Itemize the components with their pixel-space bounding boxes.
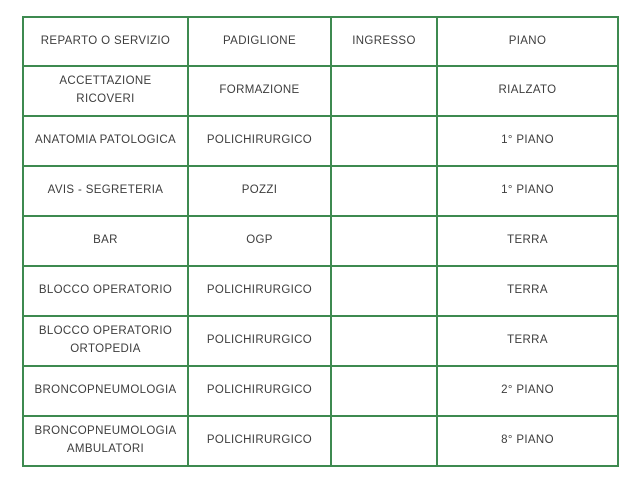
cell-reparto: BRONCOPNEUMOLOGIA AMBULATORI: [23, 416, 188, 466]
column-header-reparto: REPARTO O SERVIZIO: [23, 17, 188, 66]
cell-piano: 8° PIANO: [437, 416, 618, 466]
cell-padiglione: POLICHIRURGICO: [188, 316, 331, 366]
table-row: [23, 266, 618, 316]
hospital-directory-table: [22, 16, 619, 467]
cell-ingresso: [331, 366, 437, 416]
column-header-ingresso: INGRESSO: [331, 17, 437, 66]
cell-piano: 2° PIANO: [437, 366, 618, 416]
cell-padiglione: POLICHIRURGICO: [188, 266, 331, 316]
table-row: [23, 66, 618, 116]
table-row: [23, 216, 618, 266]
cell-piano: 1° PIANO: [437, 166, 618, 216]
cell-ingresso: [331, 166, 437, 216]
cell-reparto: BAR: [23, 216, 188, 266]
cell-padiglione: POLICHIRURGICO: [188, 366, 331, 416]
cell-piano: TERRA: [437, 266, 618, 316]
cell-padiglione: POZZI: [188, 166, 331, 216]
cell-piano: RIALZATO: [437, 66, 618, 116]
column-header-piano: PIANO: [437, 17, 618, 66]
cell-piano: TERRA: [437, 316, 618, 366]
cell-padiglione: POLICHIRURGICO: [188, 116, 331, 166]
cell-ingresso: [331, 266, 437, 316]
table-row: [23, 316, 618, 366]
directory-table-container: [22, 16, 617, 467]
table-row: [23, 116, 618, 166]
table-row: [23, 166, 618, 216]
cell-padiglione: FORMAZIONE: [188, 66, 331, 116]
column-header-padiglione: PADIGLIONE: [188, 17, 331, 66]
cell-reparto: ANATOMIA PATOLOGICA: [23, 116, 188, 166]
table-row: [23, 416, 618, 466]
cell-ingresso: [331, 316, 437, 366]
cell-reparto: BRONCOPNEUMOLOGIA: [23, 366, 188, 416]
cell-ingresso: [331, 66, 437, 116]
cell-piano: 1° PIANO: [437, 116, 618, 166]
cell-reparto: AVIS - SEGRETERIA: [23, 166, 188, 216]
cell-reparto: ACCETTAZIONE RICOVERI: [23, 66, 188, 116]
cell-reparto: BLOCCO OPERATORIO ORTOPEDIA: [23, 316, 188, 366]
cell-reparto: BLOCCO OPERATORIO: [23, 266, 188, 316]
cell-ingresso: [331, 116, 437, 166]
table-body: [23, 66, 618, 466]
table-row: [23, 366, 618, 416]
cell-padiglione: OGP: [188, 216, 331, 266]
table-header: [23, 17, 618, 66]
cell-piano: TERRA: [437, 216, 618, 266]
header-row: [23, 17, 618, 66]
cell-ingresso: [331, 216, 437, 266]
cell-ingresso: [331, 416, 437, 466]
cell-padiglione: POLICHIRURGICO: [188, 416, 331, 466]
